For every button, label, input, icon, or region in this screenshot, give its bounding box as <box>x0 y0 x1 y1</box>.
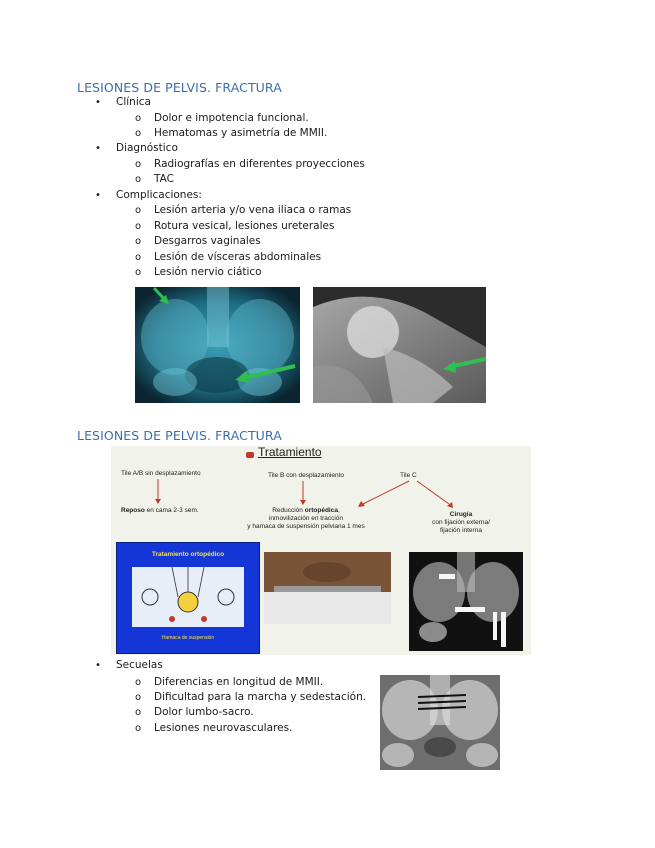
fixation-xray-image <box>380 675 500 770</box>
reduccion-bold: ortopédica <box>304 507 338 514</box>
list-subitem: Radiografías en diferentes proyecciones <box>154 158 365 170</box>
cirugia-line-3: fijación interna <box>440 527 482 534</box>
figure-header: Tratamiento <box>258 446 322 459</box>
reduccion-post: , <box>337 507 340 514</box>
list-subitem: Dolor lumbo-sacro. <box>154 706 254 718</box>
list-subitem: Lesiones neurovasculares. <box>154 722 293 734</box>
tile-ab-label: Tile A/B sin desplazamiento <box>121 470 201 477</box>
list-subitem: Hematomas y asimetría de MMII. <box>154 127 328 139</box>
list-subitem: Diferencias en longitud de MMII. <box>154 676 324 688</box>
hammock-illustration <box>132 567 244 627</box>
list-subitem: Dificultad para la marcha y sedestación. <box>154 691 367 703</box>
xray-pelvis-image <box>135 287 300 403</box>
tile-b-label: Tile B con desplazamiento <box>268 472 344 479</box>
bullet: • <box>95 190 101 201</box>
sub-bullet: o <box>135 113 142 124</box>
list-subitem: Dolor e impotencia funcional. <box>154 112 309 124</box>
list-subitem: Lesión nervio ciático <box>154 266 262 278</box>
panel-caption: Hamaca de suspensión <box>161 635 215 641</box>
tile-c-label: Tile C <box>400 472 417 479</box>
reposo-text <box>121 507 199 514</box>
list-subitem: Rotura vesical, lesiones ureterales <box>154 220 335 232</box>
section-heading-1: LESIONES DE PELVIS. FRACTURA <box>77 80 282 95</box>
sub-bullet: o <box>135 174 142 185</box>
sub-bullet: o <box>135 707 142 718</box>
bullet: • <box>95 97 101 108</box>
orthopedic-panel <box>116 542 260 654</box>
sub-bullet: o <box>135 205 142 216</box>
sub-bullet: o <box>135 159 142 170</box>
list-subitem: TAC <box>154 173 174 185</box>
reduccion-line-2: inmovilización en tracción <box>268 515 344 522</box>
traction-photo <box>264 552 391 624</box>
reposo-bold: Reposo <box>121 507 145 514</box>
bullet: • <box>95 660 101 671</box>
list-subitem: Lesión arteria y/o vena iliaca o ramas <box>154 204 352 216</box>
reposo-rest: en cama 2-3 sem. <box>144 507 199 514</box>
sub-bullet: o <box>135 267 142 278</box>
sub-bullet: o <box>135 128 142 139</box>
list-item-clinica: Clínica <box>116 96 151 108</box>
sub-bullet: o <box>135 692 142 703</box>
reduccion-line-3: y hamaca de suspensión pelviana 1 mes <box>247 523 365 530</box>
cirugia-title: Cirugía <box>449 511 473 518</box>
list-item-complicaciones: Complicaciones: <box>116 189 202 201</box>
panel-title: Tratamiento ortopédico <box>151 551 225 558</box>
reduccion-pre: Reducción <box>272 507 305 514</box>
list-subitem: Lesión de vísceras abdominales <box>154 251 322 263</box>
surgical-xray <box>409 552 523 651</box>
reduccion-text <box>231 507 381 531</box>
reduccion-line-1 <box>231 507 381 515</box>
cirugia-text <box>411 511 511 535</box>
sub-bullet: o <box>135 252 142 263</box>
treatment-figure <box>111 446 531 655</box>
sub-bullet: o <box>135 723 142 734</box>
list-item-secuelas: Secuelas <box>116 659 163 671</box>
list-subitem: Desgarros vaginales <box>154 235 261 247</box>
sub-bullet: o <box>135 236 142 247</box>
section-heading-2: LESIONES DE PELVIS. FRACTURA <box>77 428 282 443</box>
cirugia-line-2: con fijación externa/ <box>432 519 490 526</box>
bullet: • <box>95 143 101 154</box>
sub-bullet: o <box>135 221 142 232</box>
list-item-diagnostico: Diagnóstico <box>116 142 178 154</box>
xray-hip-image <box>313 287 486 403</box>
sub-bullet: o <box>135 677 142 688</box>
